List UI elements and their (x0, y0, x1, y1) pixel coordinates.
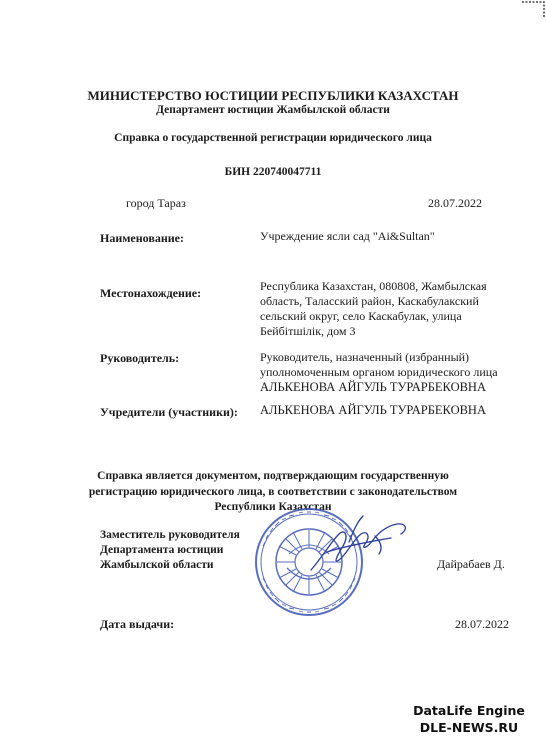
certificate-title: Справка о государственной регистрации юридического лица (114, 132, 432, 144)
notice-line: регистрацию юридического лица, в соответствии с законодательством (88, 485, 458, 498)
page-corner-mark (520, 0, 546, 20)
position-line: Департамента юстиции (100, 544, 224, 556)
handwritten-signature (305, 512, 415, 582)
footer-line-2: DLE-NEWS.RU (419, 720, 519, 735)
location-line: сельский округ, село Каскабулак, улица (260, 309, 462, 323)
position-line: Жамбылской области (100, 559, 214, 571)
location-label: Местонахождение: (100, 286, 202, 300)
watermark-footer (396, 702, 542, 736)
location-line: Республика Казахстан, 080808, Жамбылская (260, 279, 487, 293)
notice-line: Республики Казахстан (214, 501, 332, 513)
name-label: Наименование: (100, 231, 184, 245)
certificate-date: 28.07.2022 (428, 196, 482, 210)
location-line: Бейбітшілік, дом 3 (260, 324, 356, 338)
notice-line: Справка является документом, подтверждающим государственную (97, 470, 449, 482)
founders-label: Учредители (участники): (100, 405, 238, 419)
position-line: Заместитель руководителя (100, 529, 240, 541)
ministry-name: МИНИСТЕРСТВО ЮСТИЦИИ РЕСПУБЛИКИ КАЗАХСТАН (87, 88, 459, 103)
bin-number: БИН 220740047711 (224, 166, 322, 178)
footer-line-1: DataLife Engine (413, 703, 525, 718)
name-value: Учреждение ясли сад "Ai&Sultan" (260, 229, 435, 243)
department-name: Департамент юстиции Жамбылской области (156, 104, 390, 116)
location-line: область, Таласский район, Каскабулакский (260, 294, 479, 308)
head-label: Руководитель: (100, 351, 180, 365)
head-line: уполномоченным органом юридического лица (260, 365, 498, 379)
location-value (260, 279, 530, 339)
deputy-position (100, 528, 240, 573)
founders-value: АЛЬКЕНОВА АЙГУЛЬ ТУРАРБЕКОВНА (260, 403, 486, 417)
issue-date-label: Дата выдачи: (100, 617, 175, 631)
issue-date-value: 28.07.2022 (455, 617, 509, 631)
city-name: город Тараз (126, 196, 186, 210)
signer-name: Дайрабаев Д. (437, 557, 505, 571)
head-line: АЛЬКЕНОВА АЙГУЛЬ ТУРАРБЕКОВНА (260, 380, 486, 394)
head-value (260, 350, 530, 395)
head-line: Руководитель, назначенный (избранный) (260, 350, 470, 364)
